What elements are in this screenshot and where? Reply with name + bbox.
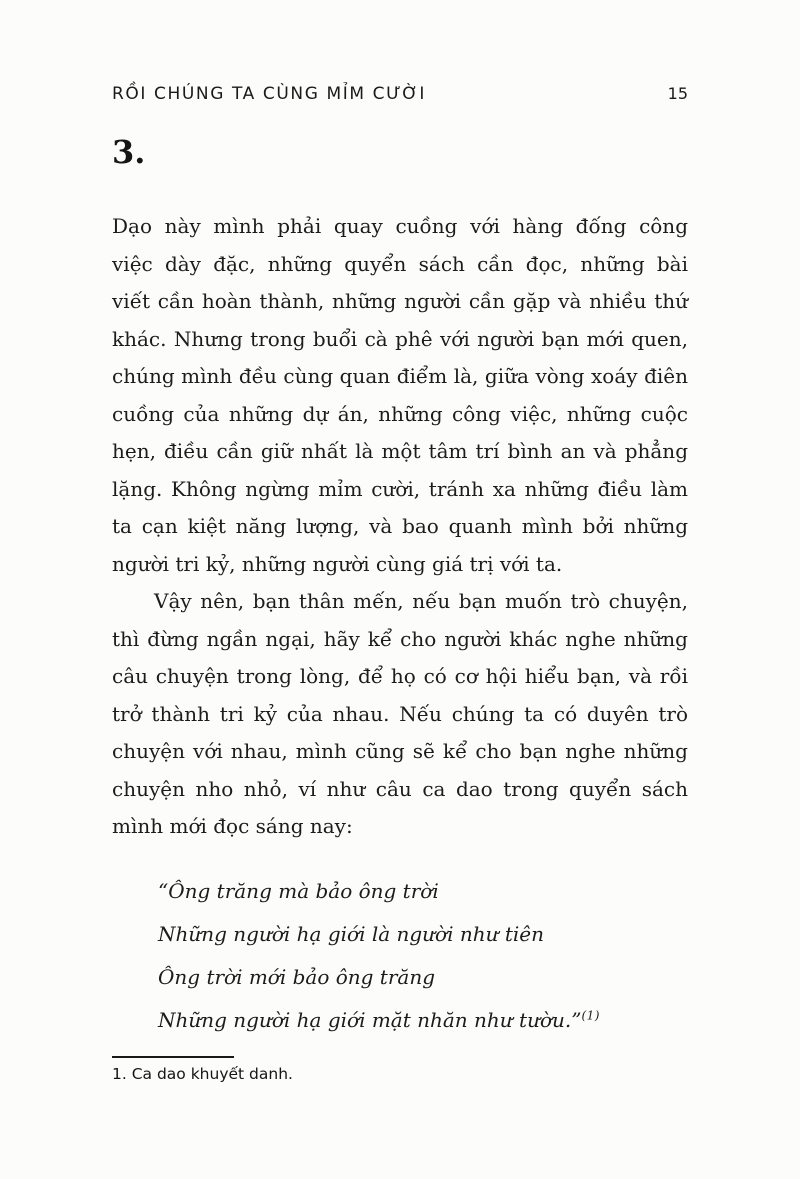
- text-line: việc dày đặc, những quyển sách cần đọc, những bài: [112, 251, 688, 276]
- text-line: mình mới đọc sáng nay:: [112, 814, 353, 838]
- footnote-text: 1. Ca dao khuyết danh.: [112, 1065, 293, 1083]
- text-line: chúng mình đều cùng quan điểm là, giữa vòng xoáy điên: [112, 364, 688, 388]
- footnote: [112, 1056, 293, 1083]
- text-line: thì đừng ngần ngại, hãy kể cho người khác nghe những: [112, 626, 688, 651]
- poem-line: [158, 870, 688, 913]
- running-head-title: RỒI CHÚNG TA CÙNG MỈM CƯỜI: [112, 84, 427, 104]
- text-line: viết cần hoàn thành, những người cần gặp và nhiều thứ: [112, 289, 688, 313]
- poem-line-text: Những người hạ giới là người như tiên: [158, 921, 545, 946]
- text-line: lặng. Không ngừng mỉm cười, tránh xa những điều làm: [112, 476, 688, 501]
- text-line: Vậy nên, bạn thân mến, nếu bạn muốn trò chuyện,: [154, 589, 688, 613]
- page-number: 15: [667, 84, 688, 103]
- poem-line-text: Những người hạ giới mặt nhăn như tườu.”: [158, 1007, 582, 1032]
- poem-quote: [158, 870, 688, 1042]
- text-line: chuyện với nhau, mình cũng sẽ kể cho bạn nghe những: [112, 739, 688, 763]
- footnote-rule: [112, 1056, 234, 1058]
- running-head: [112, 84, 688, 104]
- poem-line-text: Ông trời mới bảo ông trăng: [158, 964, 436, 989]
- text-line: người tri kỷ, những người cùng giá trị với ta.: [112, 551, 563, 576]
- chapter-number: 3.: [112, 133, 146, 171]
- text-line: chuyện nho nhỏ, ví như câu ca dao trong quyển sách: [112, 776, 688, 801]
- text-line: ta cạn kiệt năng lượng, và bao quanh mình bởi những: [112, 514, 688, 538]
- text-line: câu chuyện trong lòng, để họ có cơ hội hiểu bạn, và rồi: [112, 664, 688, 688]
- footnote-reference: (1): [581, 1007, 600, 1022]
- text-line: trở thành tri kỷ của nhau. Nếu chúng ta có duyên trò: [112, 701, 688, 726]
- poem-line: [158, 913, 688, 956]
- poem-line-text: “Ông trăng mà bảo ông trời: [158, 878, 439, 903]
- text-line: hẹn, điều cần giữ nhất là một tâm trí bình an và phẳng: [112, 439, 688, 463]
- poem-line: [158, 999, 688, 1042]
- poem-line: [158, 956, 688, 999]
- text-line: cuồng của những dự án, những công việc, những cuộc: [112, 401, 688, 426]
- body-text: [112, 208, 688, 1042]
- text-line: Dạo này mình phải quay cuồng với hàng đống công: [112, 214, 688, 238]
- text-line: khác. Nhưng trong buổi cà phê với người bạn mới quen,: [112, 326, 688, 351]
- body-paragraph-1: [112, 208, 688, 583]
- body-paragraph-2: [112, 583, 688, 846]
